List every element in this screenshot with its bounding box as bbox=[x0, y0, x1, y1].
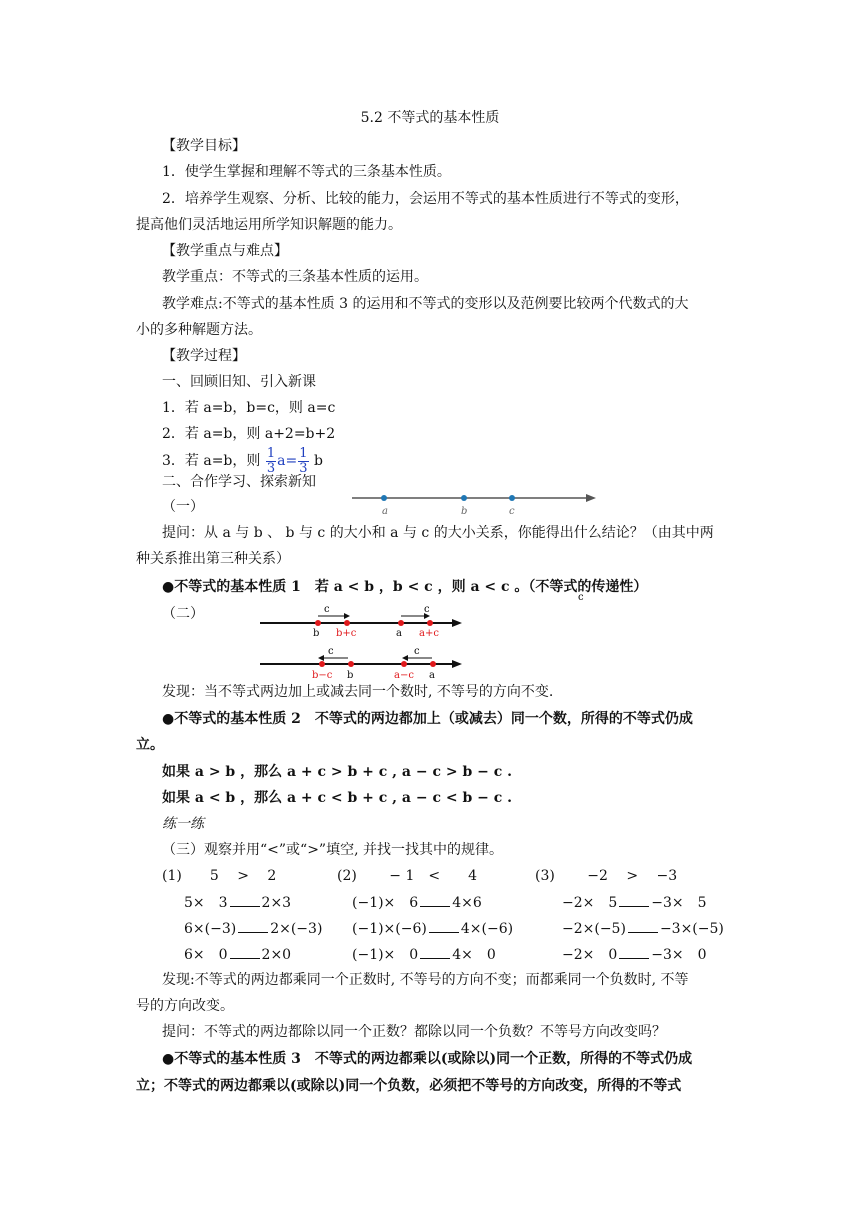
exercise-row: −2×(−5) −3×(−5) bbox=[562, 918, 724, 939]
property-2a: ●不等式的基本性质 2 不等式的两边都加上（或减去）同一个数，所得的不等式仍成 bbox=[162, 711, 693, 727]
exercise-row: −2× 5 −3× 5 bbox=[562, 892, 707, 913]
bot-a-minus-c: a−c bbox=[394, 670, 414, 681]
point-a bbox=[381, 495, 387, 501]
exercise-row: 5× 3 2×3 bbox=[184, 892, 291, 913]
question-1b: 种关系推出第三种关系） bbox=[136, 551, 290, 567]
bot-b: b bbox=[347, 670, 354, 681]
point-c bbox=[509, 495, 515, 501]
property-3a: ●不等式的基本性质 3 不等式的两边都乘以(或除以)同一个正数，所得的不等式仍成 bbox=[162, 1051, 693, 1067]
goal-heading: 【教学目标】 bbox=[162, 138, 246, 154]
answer-blank[interactable] bbox=[429, 918, 459, 933]
key-point: 教学重点：不等式的三条基本性质的运用。 bbox=[162, 269, 428, 285]
question-2: 提问：不等式的两边都除以同一个正数？都除以同一个负数？不等号方向改变吗？ bbox=[162, 1024, 666, 1040]
answer-blank[interactable] bbox=[628, 918, 658, 933]
answer-blank[interactable] bbox=[230, 892, 260, 907]
exercise-row: (−1)× 6 4×6 bbox=[352, 892, 482, 913]
point-b bbox=[461, 495, 467, 501]
top-b-plus-c: b+c bbox=[336, 628, 357, 639]
part-3-label: （三）观察并用“<”或“>”填空, 并找一找其中的规律。 bbox=[162, 842, 503, 858]
exercise-row: 6×(−3) 2×(−3) bbox=[184, 918, 322, 939]
top-a: a bbox=[396, 628, 402, 639]
bot-c-1: c bbox=[328, 646, 334, 657]
exercise-2-head: (2) − 1 < 4 bbox=[337, 868, 478, 884]
part-2-label: （二） bbox=[162, 606, 204, 622]
discovery-2b: 号的方向改变。 bbox=[136, 998, 234, 1014]
section-1: 一、回顾旧知、引入新课 bbox=[162, 374, 316, 390]
goal-1: 1．使学生掌握和理解不等式的三条基本性质。 bbox=[162, 164, 451, 180]
answer-blank[interactable] bbox=[420, 892, 450, 907]
exercise-row: (−1)× 0 4× 0 bbox=[352, 944, 496, 965]
number-line-abc bbox=[350, 488, 600, 518]
answer-blank[interactable] bbox=[619, 944, 649, 959]
goal-2a: 2．培养学生观察、分析、比较的能力，会运用不等式的基本性质进行不等式的变形， bbox=[162, 191, 689, 207]
discovery-2a: 发现:不等式的两边都乘同一个正数时, 不等号的方向不变；而都乘同一个负数时, 不等 bbox=[162, 972, 689, 988]
discovery-1: 发现：当不等式两边加上或减去同一个数时, 不等号的方向不变. bbox=[162, 684, 554, 700]
fraction-one-third-2: $\frac{1}{3}$ bbox=[299, 445, 308, 476]
review-3-b: b bbox=[313, 453, 323, 469]
exercise-row: (−1)×(−6) 4×(−6) bbox=[352, 918, 513, 939]
key-heading: 【教学重点与难点】 bbox=[162, 243, 288, 259]
property-3b: 立；不等式的两边都乘以(或除以)同一个负数，必须把不等号的方向改变，所得的不等式 bbox=[136, 1078, 682, 1094]
fraction-one-third: $\frac{1}{3}$ bbox=[266, 445, 276, 476]
rule-if-less: 如果 a < b ，那么 a + c < b + c , a − c < b − c . bbox=[162, 790, 513, 806]
exercise-1-head: (1) 5 > 2 bbox=[162, 868, 277, 884]
exercise-row: −2× 0 −3× 0 bbox=[562, 944, 707, 965]
addition-diagram bbox=[256, 592, 584, 684]
top-b: b bbox=[313, 628, 320, 639]
goal-2b: 提高他们灵活地运用所学知识解题的能力。 bbox=[136, 217, 402, 233]
answer-blank[interactable] bbox=[619, 892, 649, 907]
exercise-row: 6× 0 2×0 bbox=[184, 944, 291, 965]
page-title: 5.2 不等式的基本性质 bbox=[360, 110, 500, 126]
review-1: 1．若 a=b，b=c，则 a=c bbox=[162, 400, 336, 416]
review-2: 2．若 a=b，则 a+2=b+2 bbox=[162, 426, 336, 442]
label-c: c bbox=[509, 506, 515, 517]
difficulty-b: 小的多种解题方法。 bbox=[136, 322, 262, 338]
svg-text:c: c bbox=[578, 592, 584, 603]
answer-blank[interactable] bbox=[230, 944, 260, 959]
practice-label: 练一练 bbox=[162, 816, 204, 832]
part-1-label: （一） bbox=[162, 499, 204, 515]
review-3-mid: a= bbox=[277, 453, 298, 469]
bot-b-minus-c: b−c bbox=[312, 670, 333, 681]
difficulty-a: 教学难点:不等式的基本性质 3 的运用和不等式的变形以及范例要比较两个代数式的大 bbox=[162, 296, 689, 312]
label-a: a bbox=[382, 506, 388, 517]
top-a-plus-c: a+c bbox=[419, 628, 439, 639]
process-heading: 【教学过程】 bbox=[162, 348, 246, 364]
label-b: b bbox=[461, 506, 468, 517]
exercise-3-head: (3) −2 > −3 bbox=[535, 868, 678, 884]
question-1a: 提问：从 a 与 b 、 b 与 c 的大小和 a 与 c 的大小关系，你能得出什么结论？（由其中两 bbox=[162, 525, 714, 541]
bot-a: a bbox=[429, 670, 435, 681]
top-c-2: c bbox=[424, 604, 430, 615]
property-1: ●不等式的基本性质 1 若 a < b ，b < c ，则 a < c 。（不等式的传递性） bbox=[162, 579, 648, 595]
review-3-text: 3．若 a=b，则 bbox=[162, 453, 261, 469]
bot-c-2: c bbox=[414, 646, 420, 657]
answer-blank[interactable] bbox=[238, 918, 268, 933]
section-2: 二、合作学习、探索新知 bbox=[162, 474, 316, 490]
answer-blank[interactable] bbox=[420, 944, 450, 959]
top-c-1: c bbox=[324, 604, 330, 615]
property-2b: 立。 bbox=[136, 737, 164, 753]
rule-if-greater: 如果 a > b ，那么 a + c > b + c , a − c > b − c . bbox=[162, 764, 513, 780]
